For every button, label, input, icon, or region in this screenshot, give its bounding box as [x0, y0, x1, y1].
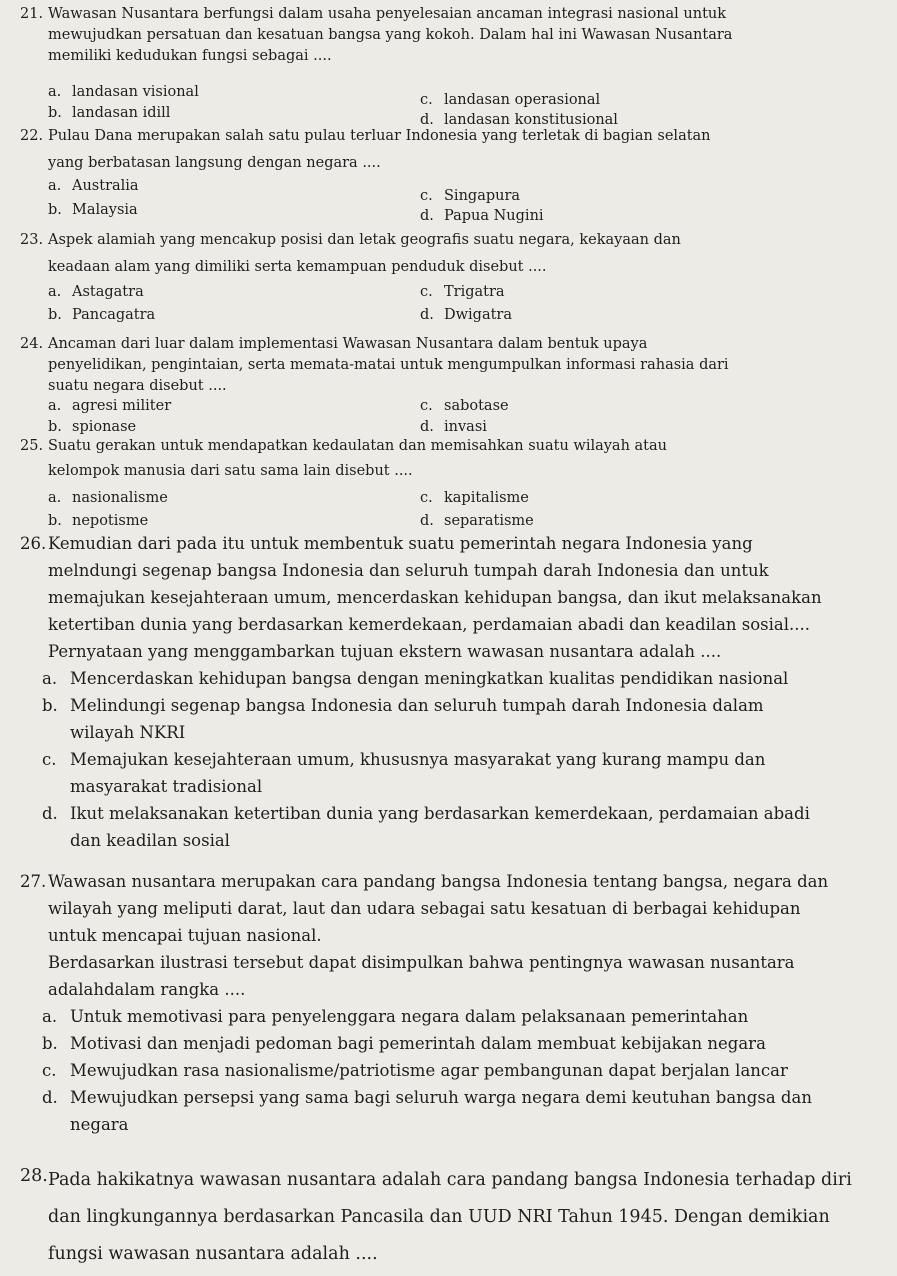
question-stem [48, 868, 882, 1003]
option-b[interactable]: b. spionase [48, 419, 137, 435]
question-stem [48, 530, 882, 665]
stem-line: Pulau Dana merupakan salah satu pulau terluar Indonesia yang terletak di bagian selatan [48, 128, 711, 144]
option-d[interactable]: d. Mewujudkan persepsi yang sama bagi seluruh warga negara demi keutuhan bangsa dan negara [42, 1088, 812, 1134]
question-number: 26. [20, 534, 47, 553]
stem-line: mewujudkan persatuan dan kesatuan bangsa yang kokoh. Dalam hal ini Wawasan Nusantara [48, 27, 733, 43]
option-c[interactable]: c. landasan operasional [420, 92, 601, 108]
question-number: 24. [20, 336, 44, 352]
option-a[interactable]: a. landasan visional [48, 84, 199, 100]
stem-line: Kemudian dari pada itu untuk membentuk suatu pemerintah negara Indonesia yang [48, 534, 753, 553]
stem-line: Aspek alamiah yang mencakup posisi dan letak geografis suatu negara, kekayaan dan [48, 232, 681, 248]
question-26 [20, 530, 882, 864]
option-a[interactable]: a. Australia [48, 178, 139, 194]
stem-line: suatu negara disebut .... [48, 378, 227, 394]
option-a[interactable]: a. Astagatra [48, 284, 144, 300]
question-number: 23. [20, 232, 44, 248]
option-a[interactable]: a. agresi militer [48, 398, 172, 414]
question-stem [48, 126, 882, 174]
stem-line: keadaan alam yang dimiliki serta kemampuan penduduk disebut .... [48, 259, 547, 275]
option-c[interactable]: c. Singapura [420, 188, 521, 204]
stem-line: penyelidikan, pengintaian, serta memata-matai untuk mengumpulkan informasi rahasia dari [48, 357, 729, 373]
option-b[interactable]: b. nepotisme [48, 513, 149, 529]
stem-line: yang berbatasan langsung dengan negara .... [48, 155, 381, 171]
question-number: 27. [20, 872, 47, 891]
stem-line: wilayah yang meliputi darat, laut dan udara sebagai satu kesatuan di berbagai kehidupan [48, 899, 801, 918]
option-b[interactable]: b. Motivasi dan menjadi pedoman bagi pemerintah dalam membuat kebijakan negara [42, 1034, 766, 1053]
option-d[interactable]: d. Dwigatra [420, 307, 513, 323]
question-stem [48, 4, 882, 67]
question-number: 21. [20, 6, 44, 22]
stem-line: Berdasarkan ilustrasi tersebut dapat disimpulkan bahwa pentingnya wawasan nusantara [48, 953, 795, 972]
option-a[interactable]: a. Mencerdaskan kehidupan bangsa dengan meningkatkan kualitas pendidikan nasional [42, 669, 789, 688]
option-d[interactable]: d. landasan konstitusional [420, 112, 618, 128]
option-c[interactable]: c. sabotase [420, 398, 509, 414]
question-stem [48, 230, 882, 278]
option-c[interactable]: c. kapitalisme [420, 490, 529, 506]
question-24 [20, 334, 882, 434]
stem-line: ketertiban dunia yang berdasarkan kemerdekaan, perdamaian abadi dan keadilan sosial.... [48, 615, 811, 634]
stem-line: kelompok manusia dari satu sama lain disebut .... [48, 463, 413, 479]
question-25 [20, 436, 882, 528]
option-d[interactable]: d. Ikut melaksanakan ketertiban dunia yang berdasarkan kemerdekaan, perdamaian abadi dan keadilan sosial [42, 804, 810, 850]
option-b[interactable]: b. Pancagatra [48, 307, 156, 323]
stem-line: melndungi segenap bangsa Indonesia dan seluruh tumpah darah Indonesia dan untuk [48, 561, 769, 580]
stem-line: Wawasan nusantara merupakan cara pandang bangsa Indonesia tentang bangsa, negara dan [48, 872, 829, 891]
option-c[interactable]: c. Memajukan kesejahteraan umum, khususnya masyarakat yang kurang mampu dan masyarakat tradisional [42, 750, 766, 796]
stem-line: Pada hakikatnya wawasan nusantara adalah cara pandang bangsa Indonesia terhadap diri [48, 1170, 852, 1190]
option-b[interactable]: b. Malaysia [48, 202, 138, 218]
question-22 [20, 126, 882, 226]
stem-line: fungsi wawasan nusantara adalah .... [48, 1244, 378, 1264]
question-stem [48, 436, 882, 482]
question-number: 25. [20, 438, 44, 454]
option-d[interactable]: d. invasi [420, 419, 487, 435]
stem-line: Ancaman dari luar dalam implementasi Wawasan Nusantara dalam bentuk upaya [48, 336, 648, 352]
stem-line: Wawasan Nusantara berfungsi dalam usaha penyelesaian ancaman integrasi nasional untuk [48, 6, 727, 22]
option-d[interactable]: d. separatisme [420, 513, 534, 529]
option-a[interactable]: a. nasionalisme [48, 490, 168, 506]
stem-line: Suatu gerakan untuk mendapatkan kedaulatan dan memisahkan suatu wilayah atau [48, 438, 667, 454]
question-number: 22. [20, 128, 44, 144]
stem-line: adalahdalam rangka .... [48, 980, 246, 999]
stem-line: memajukan kesejahteraan umum, mencerdaskan kehidupan bangsa, dan ikut melaksanakan [48, 588, 822, 607]
question-21 [20, 4, 882, 126]
stem-line: dan lingkungannya berdasarkan Pancasila dan UUD NRI Tahun 1945. Dengan demikian [48, 1207, 830, 1227]
stem-line: memiliki kedudukan fungsi sebagai .... [48, 48, 332, 64]
question-number: 28. [20, 1166, 48, 1186]
question-stem [48, 1162, 882, 1273]
question-stem [48, 334, 882, 397]
option-d[interactable]: d. Papua Nugini [420, 208, 544, 224]
stem-line: untuk mencapai tujuan nasional. [48, 926, 322, 945]
option-c[interactable]: c. Trigatra [420, 284, 505, 300]
question-23 [20, 230, 882, 332]
option-b[interactable]: b. Melindungi segenap bangsa Indonesia dan seluruh tumpah darah Indonesia dalam wilayah NKRI [42, 696, 764, 742]
option-a[interactable]: a. Untuk memotivasi para penyelenggara negara dalam pelaksanaan pemerintahan [42, 1007, 749, 1026]
question-28 [20, 1162, 882, 1272]
question-27 [20, 868, 882, 1168]
stem-line: Pernyataan yang menggambarkan tujuan ekstern wawasan nusantara adalah .... [48, 642, 722, 661]
option-c[interactable]: c. Mewujudkan rasa nasionalisme/patriotisme agar pembangunan dapat berjalan lancar [42, 1061, 788, 1080]
option-b[interactable]: b. landasan idill [48, 105, 171, 121]
